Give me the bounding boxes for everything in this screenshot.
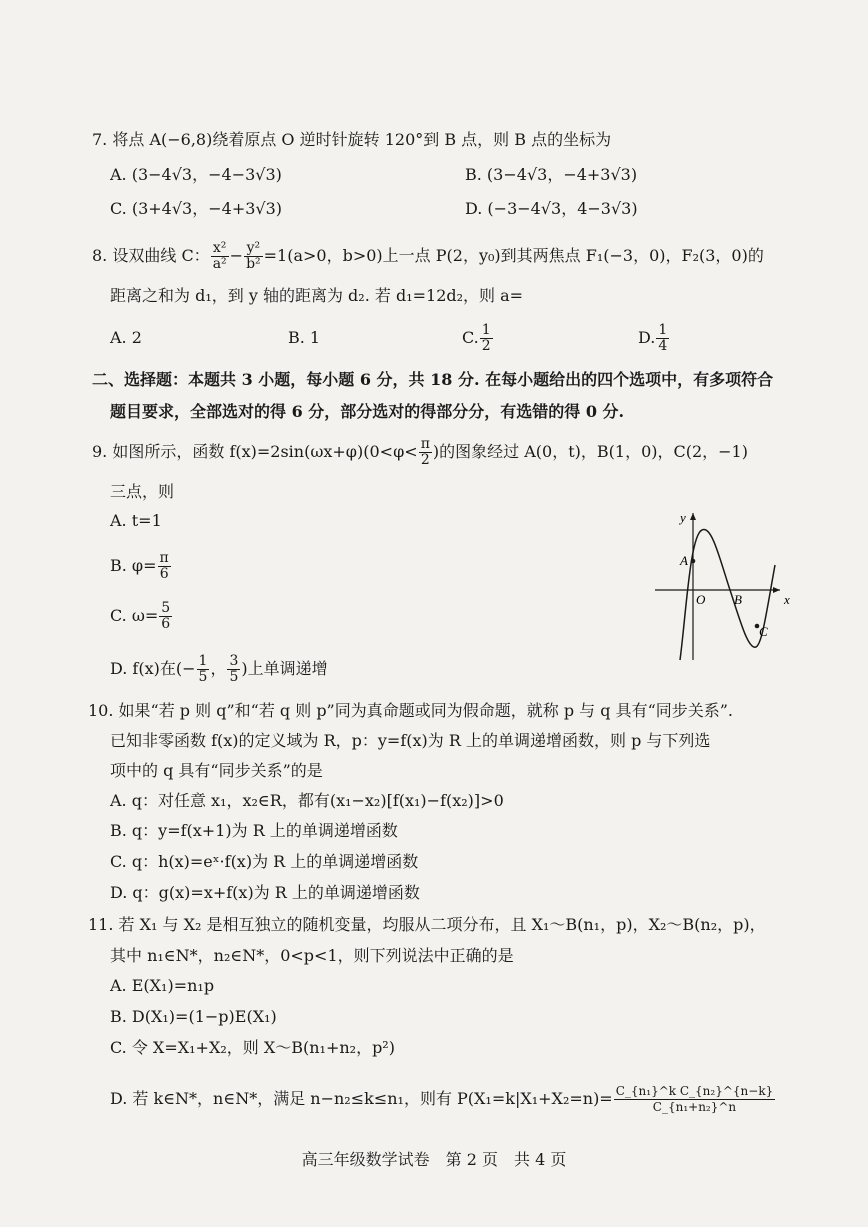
q9-d-den1: 5 — [198, 669, 208, 685]
q7-option-a: A. (3−4√3，−4−3√3) — [110, 165, 282, 184]
x-label: x — [784, 592, 790, 607]
q8-d-label: D. — [638, 328, 656, 347]
q7-option-c: C. (3+4√3，−4+3√3) — [110, 199, 283, 218]
q10-stem-line3: 项中的 q 具有“同步关系”的是 — [110, 761, 323, 780]
q9-b-fraction — [158, 551, 171, 582]
q8-stem-line1 — [92, 236, 764, 276]
q8-frac1-den: a² — [212, 256, 227, 272]
q11-option-a: A. E(X₁)=n₁p — [110, 976, 215, 995]
q8-c-fraction — [480, 323, 493, 354]
q9-option-d — [110, 649, 328, 689]
q8-d-den: 4 — [658, 338, 668, 354]
q9-option-a: A. t=1 — [110, 511, 162, 530]
q11-stem-line1: 11. 若 X₁ 与 X₂ 是相互独立的随机变量，均服从二项分布，且 X₁～B(n₁，p)，X₂～B(n₂，p)， — [88, 915, 766, 934]
q8-frac2-den: b² — [246, 256, 261, 272]
point-a — [691, 559, 696, 564]
q9-stem-a: 9. 如图所示，函数 f(x)=2sin(ωx+φ)(0<φ< — [92, 442, 418, 461]
q8-d-fraction — [656, 323, 669, 354]
y-axis-arrow — [690, 513, 696, 520]
q8-fraction-y — [244, 241, 263, 272]
q9-d-a: D. f(x)在(− — [110, 659, 196, 678]
sine-curve — [680, 530, 775, 660]
q8-option-c — [462, 318, 494, 358]
q8-stem-a: 8. 设双曲线 C： — [92, 246, 210, 265]
label-c: C — [759, 624, 768, 639]
q9-b-label: B. φ= — [110, 556, 157, 575]
q11-stem-line2: 其中 n₁∈N*，n₂∈N*，0<p<1，则下列说法中正确的是 — [110, 946, 514, 965]
q8-fraction-x — [211, 241, 229, 272]
q11-d-num: C_{n₁}^k C_{n₂}^{n−k} — [615, 1084, 774, 1098]
label-a: A — [680, 553, 688, 568]
y-label: y — [680, 510, 686, 525]
q9-c-den: 6 — [161, 616, 171, 632]
q9-stem-line1 — [92, 432, 748, 472]
q8-option-d — [638, 318, 670, 358]
q9-b-num: π — [159, 550, 169, 566]
q11-d-fraction — [614, 1084, 776, 1115]
q7-option-d: D. (−3−4√3，4−3√3) — [465, 199, 638, 218]
q8-d-num: 1 — [658, 322, 668, 338]
q8-frac1-num: x² — [211, 241, 229, 257]
q9-c-num: 5 — [161, 600, 171, 616]
q9-d-num2: 3 — [229, 653, 239, 669]
q9-option-b — [110, 546, 172, 586]
q7-option-b: B. (3−4√3，−4+3√3) — [465, 165, 638, 184]
q9-d-num1: 1 — [198, 653, 208, 669]
x-axis-arrow — [773, 587, 780, 593]
sine-function-graph — [650, 505, 790, 665]
q10-option-a: A. q：对任意 x₁，x₂∈R，都有(x₁−x₂)[f(x₁)−f(x₂)]>0 — [110, 791, 504, 810]
q10-stem-line1: 10. 如果“若 p 则 q”和“若 q 则 p”同为真命题或同为假命题，就称 p 与 q 具有“同步关系”. — [88, 701, 734, 720]
q11-option-c: C. 令 X=X₁+X₂，则 X～B(n₁+n₂，p²) — [110, 1038, 395, 1057]
q8-stem-b: =1(a>0，b>0)上一点 P(2，y₀)到其两焦点 F₁(−3，0)，F₂(3，0)的 — [263, 246, 764, 265]
q8-c-den: 2 — [481, 338, 491, 354]
section2-heading-line1: 二、选择题：本题共 3 小题，每小题 6 分，共 18 分. 在每小题给出的四个选项中，有多项符合 — [92, 370, 774, 389]
label-b: B — [734, 592, 742, 607]
q9-d-fraction2 — [227, 654, 240, 685]
q9-option-c — [110, 596, 173, 636]
q9-fraction — [419, 437, 432, 468]
q9-stem-line2: 三点，则 — [110, 482, 175, 501]
q9-frac-den: 2 — [420, 452, 430, 468]
section2-heading-line2: 题目要求，全部选对的得 6 分，部分选对的得部分分，有选错的得 0 分. — [110, 402, 625, 421]
q9-c-label: C. ω= — [110, 606, 159, 625]
q10-stem-line2: 已知非零函数 f(x)的定义域为 R，p：y=f(x)为 R 上的单调递增函数，则 p 与下列选 — [110, 731, 711, 750]
page-footer: 高三年级数学试卷 第 2 页 共 4 页 — [301, 1150, 567, 1169]
q11-d-den: C_{n₁+n₂}^n — [652, 1100, 737, 1114]
origin-label: O — [696, 592, 706, 607]
q9-d-fraction1 — [197, 654, 210, 685]
q8-option-b: B. 1 — [288, 328, 321, 347]
q10-option-d: D. q：g(x)=x+f(x)为 R 上的单调递增函数 — [110, 883, 420, 902]
q10-option-b: B. q：y=f(x+1)为 R 上的单调递增函数 — [110, 821, 398, 840]
q7-stem: 7. 将点 A(−6,8)绕着原点 O 逆时针旋转 120°到 B 点，则 B 点的坐标为 — [92, 130, 612, 149]
q8-c-num: 1 — [481, 322, 491, 338]
q9-stem-b: )的图象经过 A(0，t)，B(1，0)，C(2，−1) — [432, 442, 748, 461]
q9-d-den2: 5 — [229, 669, 239, 685]
q8-stem-line2: 距离之和为 d₁，到 y 轴的距离为 d₂. 若 d₁=12d₂，则 a= — [110, 286, 524, 305]
q9-c-fraction — [159, 601, 172, 632]
q8-option-a: A. 2 — [110, 328, 142, 347]
q9-b-den: 6 — [159, 566, 169, 582]
q11-option-b: B. D(X₁)=(1−p)E(X₁) — [110, 1007, 277, 1026]
q8-c-label: C. — [462, 328, 479, 347]
q11-d-text: D. 若 k∈N*，n∈N*，满足 n−n₂≤k≤n₁，则有 P(X₁=k|X₁+X₂=n)= — [110, 1089, 613, 1108]
q10-option-c: C. q：h(x)=eˣ·f(x)为 R 上的单调递增函数 — [110, 852, 419, 871]
q9-frac-num: π — [420, 436, 430, 452]
q9-d-mid: ， — [210, 659, 227, 678]
q11-option-d — [110, 1076, 776, 1122]
q8-minus: − — [229, 246, 244, 265]
q9-d-b: )上单调递增 — [241, 659, 328, 678]
q8-frac2-num: y² — [244, 241, 263, 257]
